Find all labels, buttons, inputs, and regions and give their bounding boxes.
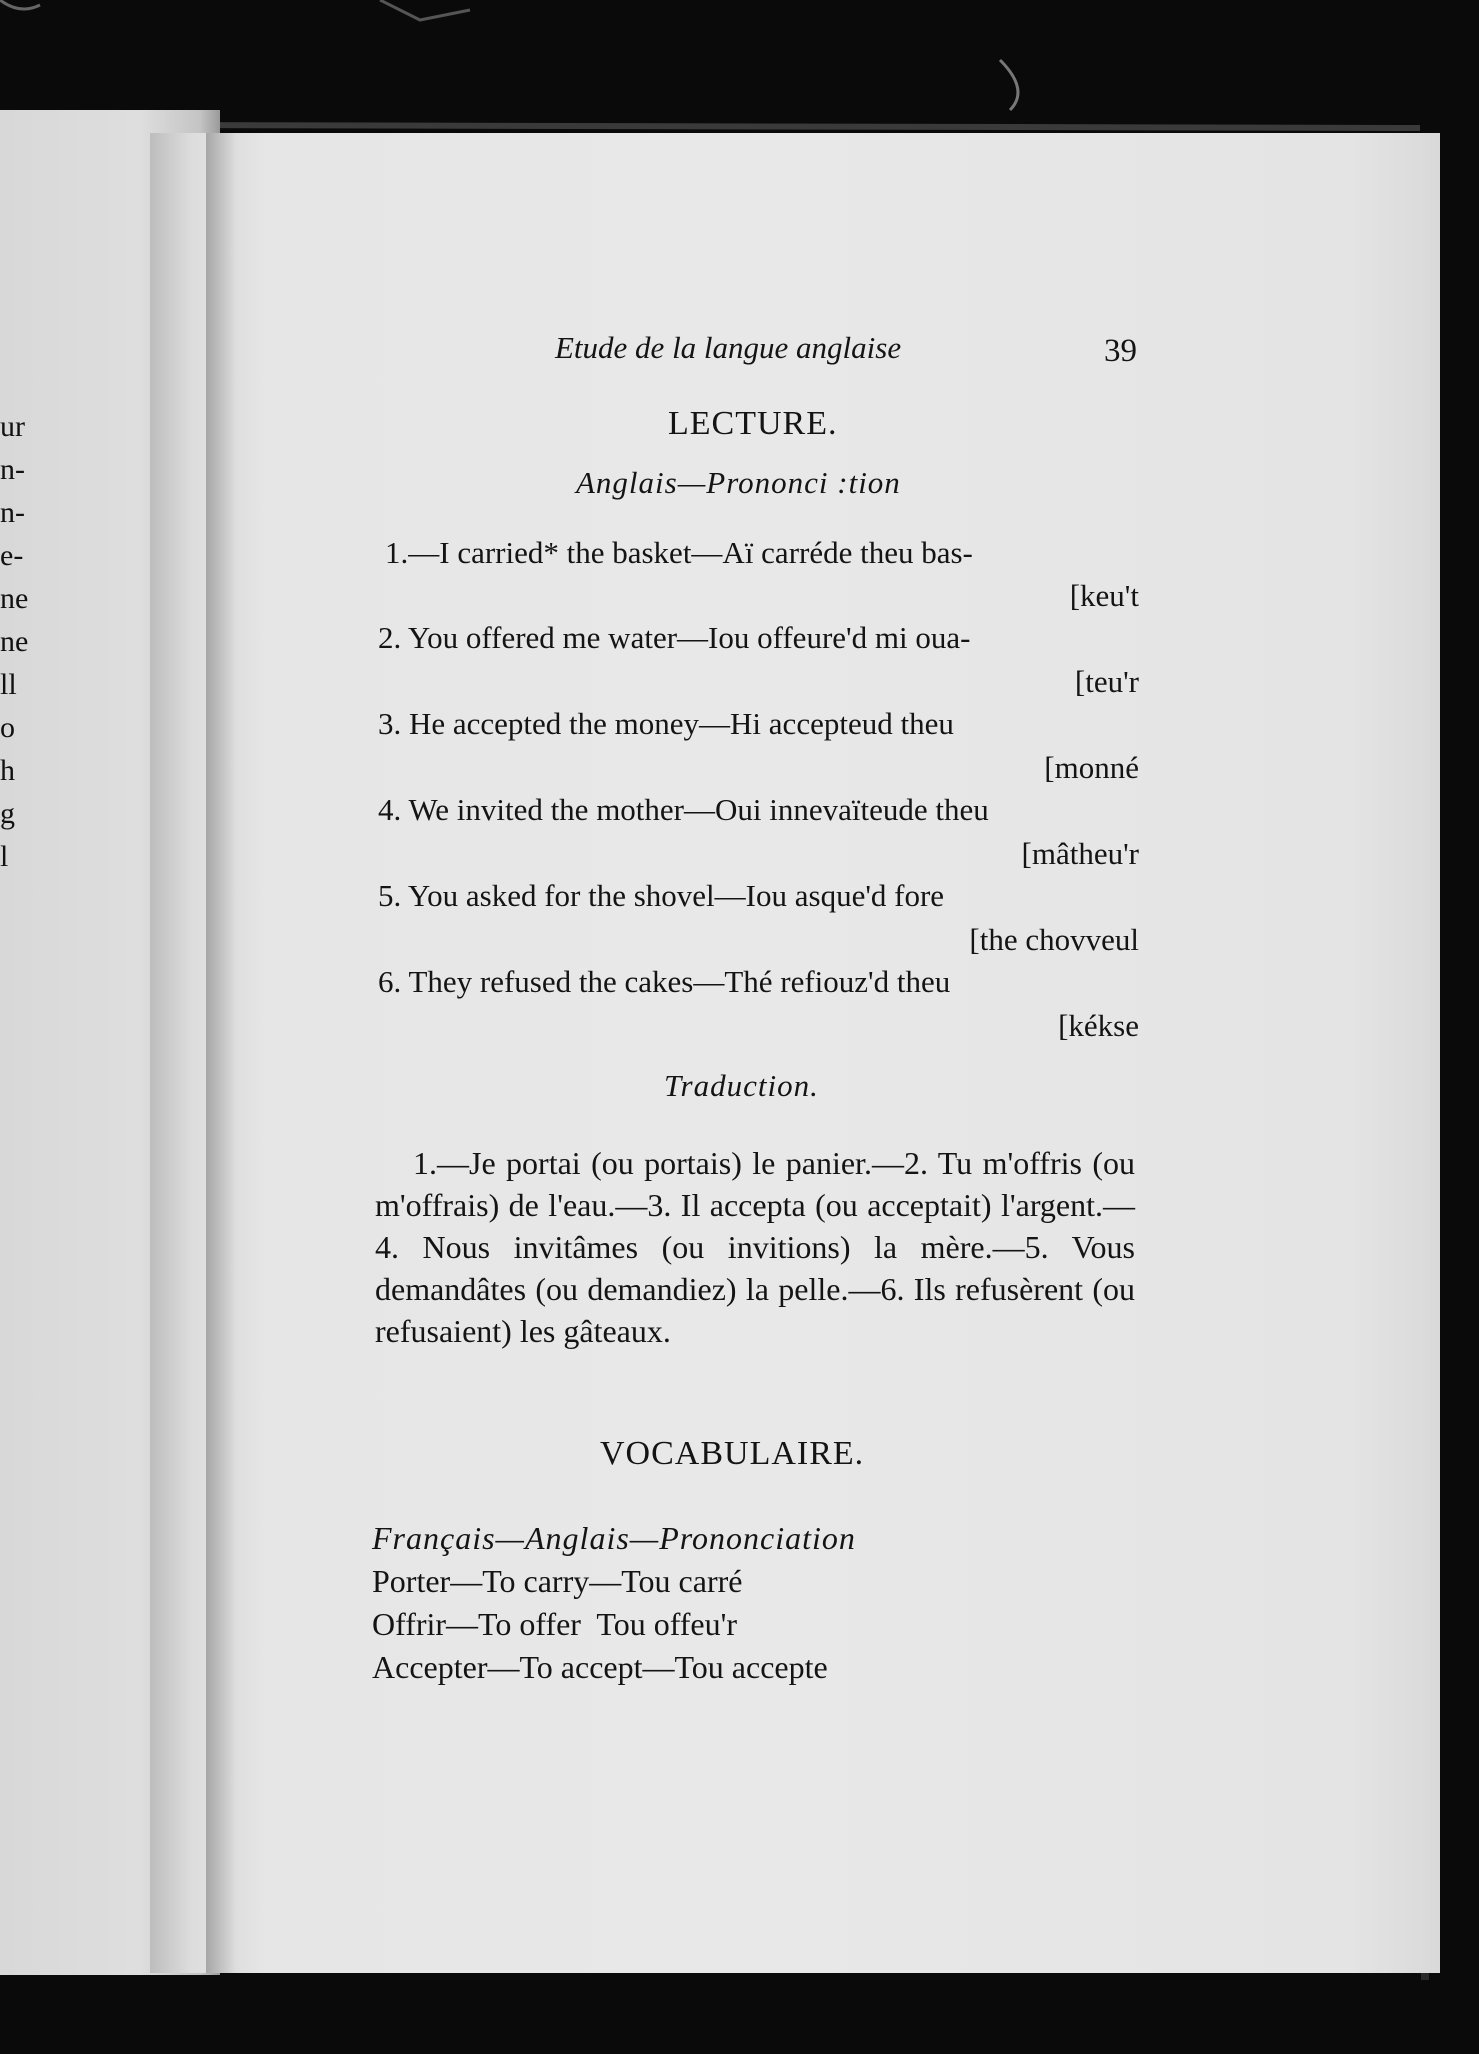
- left-fragment: e-: [0, 539, 24, 572]
- left-fragment: g: [0, 797, 15, 830]
- page-number: 39: [1104, 333, 1137, 369]
- sentence-line: 4. We invited the mother—Oui innevaïteude theu: [378, 792, 989, 827]
- sentence-line: 6. They refused the cakes—Thé refiouz'd theu: [378, 964, 951, 999]
- vocabulaire-entry: Offrir—To offer Tou offeu'r: [372, 1606, 738, 1642]
- sentence-line: 1.—I carried* the basket—Aï carréde theu bas-: [385, 535, 973, 570]
- running-head: Etude de la langue anglaise: [555, 330, 902, 365]
- left-fragment: h: [0, 754, 15, 787]
- sentence-line: 3. He accepted the money—Hi accepteud theu: [378, 706, 954, 741]
- sentence-continuation: [monné: [1044, 750, 1139, 785]
- sentence-continuation: [kékse: [1058, 1008, 1139, 1043]
- vocabulaire-column-header: Français—Anglais—Prononciation: [372, 1520, 856, 1556]
- sentence-continuation: [keu't: [1069, 578, 1139, 613]
- left-fragment: o: [0, 711, 15, 744]
- traduction-paragraph: [375, 1142, 1135, 1352]
- left-fragment: n-: [0, 496, 25, 529]
- page-gutter-shadow: [206, 133, 266, 1973]
- traduction-heading: Traduction.: [664, 1068, 819, 1103]
- sentence-continuation: [the chovveul: [969, 922, 1139, 957]
- left-fragment: n-: [0, 453, 25, 486]
- vocabulaire-entry: Porter—To carry—Tou carré: [372, 1563, 743, 1599]
- lecture-heading: LECTURE.: [668, 405, 838, 442]
- left-fragment: ur: [0, 410, 25, 443]
- left-fragment: ne: [0, 625, 29, 658]
- traduction-text: 1.—Je portai (ou portais) le panier.—2. Tu m'offris (ou m'offrais) de l'eau.—3. Il accepta (ou acceptait) l'argent.—4. Nous invitâmes (ou invitions) la mère.—5. Vous demandâtes (ou demandiez) la pelle.—6. Ils refusèrent (ou refusaient) les gâteaux.: [375, 1145, 1135, 1349]
- sentence-line: 2. You offered me water—Iou offeure'd mi oua-: [378, 620, 971, 655]
- sentence-line: 5. You asked for the shovel—Iou asque'd fore: [378, 878, 945, 913]
- vocabulaire-heading: VOCABULAIRE.: [600, 1435, 865, 1472]
- left-fragment: ll: [0, 668, 17, 701]
- sentence-continuation: [mâtheu'r: [1021, 836, 1139, 871]
- lecture-subheading: Anglais—Prononci :tion: [576, 465, 901, 500]
- vocabulaire-entry: Accepter—To accept—Tou accepte: [372, 1649, 828, 1685]
- left-fragment: l: [0, 840, 9, 873]
- sentence-continuation: [teu'r: [1074, 664, 1139, 699]
- left-fragment: ne: [0, 582, 29, 615]
